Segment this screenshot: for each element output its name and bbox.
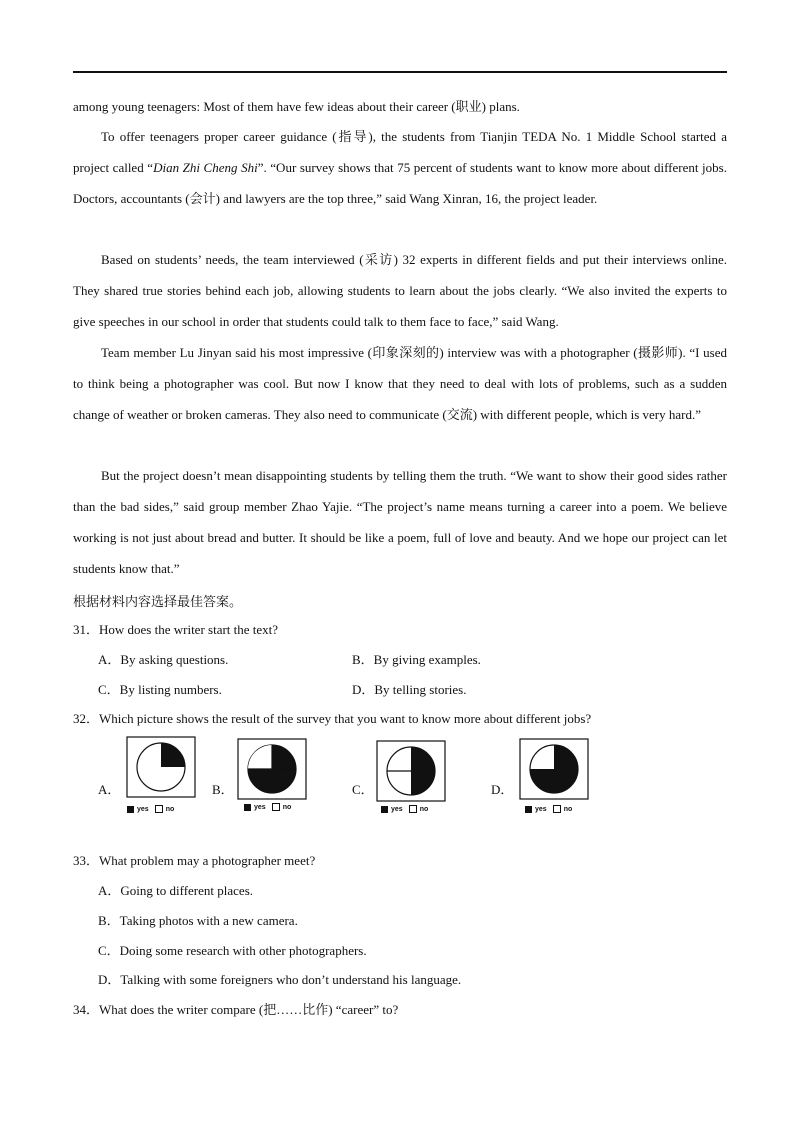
q31-stem: 31．How does the writer start the text? (73, 622, 279, 637)
q32-stem: 32．Which picture shows the result of the survey that you want to know more about different jobs? (73, 711, 592, 726)
legend-no-swatch (155, 805, 163, 813)
pie-slice-yes-a (161, 743, 185, 767)
project-title: Dian Zhi Cheng Shi (153, 160, 258, 175)
q31-option-a[interactable]: A．By asking questions. (98, 652, 229, 667)
passage-paragraph-3: Team member Lu Jinyan said his most impressive (印象深刻的) interview was with a photographer (摄影师). “I used to think being a photographer was cool. But now I know that they need to deal with lots of problems, such as a sudden change of weather or broken cameras. They also need to communicate (交流) with different people, which is very hard.” (73, 345, 727, 422)
q33-option-d[interactable]: D．Talking with some foreigners who don’t understand his language. (98, 972, 462, 987)
q31-option-c[interactable]: C．By listing numbers. (98, 682, 222, 697)
passage-paragraph-1: To offer teenagers proper career guidance (指导), the students from Tianjin TEDA No. 1 Middle School started a project called “Dian Zhi Cheng Shi”. “Our survey shows that 75 percent of students want to know more about different jobs. Doctors, accountants (会计) and lawyers are the top three,” said Wang Xinran, 16, the project leader. (73, 129, 727, 206)
instruction: 根据材料内容选择最佳答案。 (73, 594, 243, 609)
q32-option-b-label[interactable]: B． (212, 782, 234, 797)
q33-option-c[interactable]: C．Doing some research with other photographers. (98, 943, 367, 958)
q32-pie-b[interactable] (237, 738, 307, 800)
q33-option-b[interactable]: B．Taking photos with a new camera. (98, 913, 298, 928)
q32-pie-a[interactable] (126, 736, 196, 798)
q31-option-d[interactable]: D．By telling stories. (352, 682, 467, 697)
pie-slice-yes-c (411, 747, 435, 795)
q32-pie-d[interactable] (519, 738, 589, 800)
legend-yes-swatch (525, 806, 532, 813)
legend-no-swatch (553, 805, 561, 813)
legend-no-swatch (272, 803, 280, 811)
passage-paragraph-2: Based on students’ needs, the team interviewed (采访) 32 experts in different fields and put their interviews online. They shared true stories behind each job, allowing students to learn about the jobs clearly. “We also invited the experts to give speeches in our school in order that students could talk to them face to face,” said Wang. (73, 252, 727, 329)
q33-stem: 33．What problem may a photographer meet? (73, 853, 316, 868)
legend-yes-swatch (244, 804, 251, 811)
legend-yes-swatch (381, 806, 388, 813)
q32-legend-c: yes no (381, 805, 428, 813)
passage-paragraph-0: among young teenagers: Most of them have few ideas about their career (职业) plans. (73, 99, 520, 114)
q34-stem: 34．What does the writer compare (把……比作) “career” to? (73, 1002, 399, 1017)
q33-option-a[interactable]: A．Going to different places. (98, 883, 253, 898)
q32-legend-a: yes no (127, 805, 174, 813)
passage-paragraph-4: But the project doesn’t mean disappointing students by telling them the truth. “We want to show their good sides rather than the bad sides,” said group member Zhao Yajie. “The project’s name means turning a career into a poem. We believe working is not just about bread and butter. It should be like a poem, full of love and beauty. And we hope our project can let students know that.” (73, 468, 727, 576)
q32-legend-b: yes no (244, 803, 291, 811)
header-rule (73, 71, 727, 73)
q31-option-b[interactable]: B．By giving examples. (352, 652, 481, 667)
q32-option-a-label[interactable]: A． (98, 782, 121, 797)
legend-yes-swatch (127, 806, 134, 813)
legend-no-swatch (409, 805, 417, 813)
q32-legend-d: yes no (525, 805, 572, 813)
pie-slice-no-b (248, 745, 272, 769)
q32-option-d-label[interactable]: D． (491, 782, 514, 797)
q32-option-c-label[interactable]: C． (352, 782, 374, 797)
q32-pie-c[interactable] (376, 740, 446, 802)
